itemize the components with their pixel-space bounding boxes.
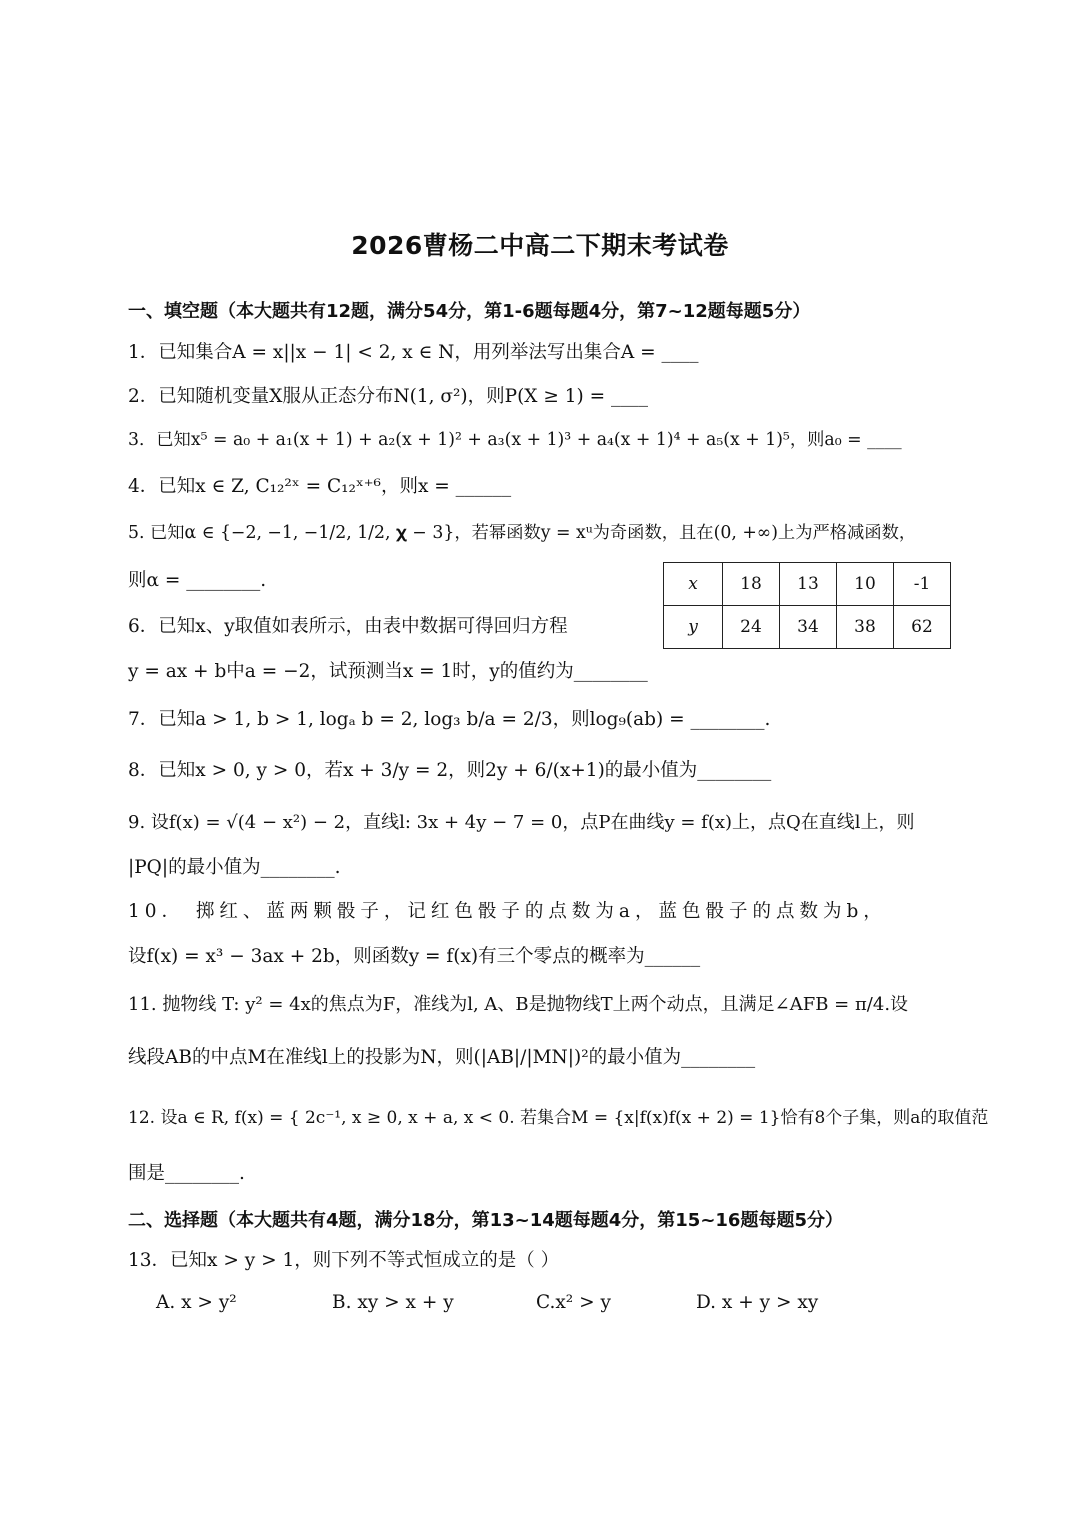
regression-data-table [663,562,951,649]
question-10-line-2: 设f(x) = x³ − 3ax + 2b，则函数y = f(x)有三个零点的概率为______ [128,946,701,967]
section-choice-header: 二、选择题（本大题共有4题，满分18分，第13~14题每题4分，第15~16题每题5分） [128,1210,843,1231]
question-11-line-1: 11. 抛物线 T: y² = 4x的焦点为F，准线为l, A、B是抛物线T上两个动点，且满足∠AFB = π/4.设 [128,994,909,1015]
table-cell: 38 [837,606,894,649]
question-3: 3．已知x⁵ = a₀ + a₁(x + 1) + a₂(x + 1)² + a₃(x + 1)³ + a₄(x + 1)⁴ + a₅(x + 1)⁵，则a₀ = ____ [128,430,902,450]
question-8: 8．已知x > 0, y > 0，若x + 3/y = 2，则2y + 6/(x+1)的最小值为________ [128,760,772,781]
table-cell: x [664,563,723,606]
table-cell: 18 [723,563,780,606]
table-cell: 24 [723,606,780,649]
table-cell: 34 [780,606,837,649]
question-11-line-2: 线段AB的中点M在准线l上的投影为N，则(|AB|/|MN|)²的最小值为________ [128,1047,756,1068]
exam-title: 2026曹杨二中高二下期末考试卷 [351,231,729,260]
table-cell: 62 [894,606,951,649]
section-fill-in-header: 一、填空题（本大题共有12题，满分54分，第1-6题每题4分，第7~12题每题5分） [128,301,811,322]
question-13: 13．已知x > y > 1，则下列不等式恒成立的是（ ） [128,1250,560,1271]
table-cell: -1 [894,563,951,606]
question-4: 4．已知x ∈ Z, C₁₂²ˣ = C₁₂ˣ⁺⁶，则x = ______ [128,476,512,497]
question-9-line-1: 9. 设f(x) = √(4 − x²) − 2，直线l: 3x + 4y − 7 = 0，点P在曲线y = f(x)上，点Q在直线l上，则 [128,812,915,833]
table-cell: y [664,606,723,649]
option-d: D. x + y > xy [696,1292,819,1313]
table-cell: 13 [780,563,837,606]
option-b: B. xy > x + y [332,1292,454,1313]
table-cell: 10 [837,563,894,606]
table-row-y [664,606,951,649]
question-2: 2．已知随机变量X服从正态分布N(1, σ²)，则P(X ≥ 1) = ____ [128,386,648,407]
question-9-line-2: |PQ|的最小值为________. [128,857,341,878]
option-a: A. x > y² [156,1292,237,1313]
question-1: 1．已知集合A = x||x − 1| < 2, x ∈ N，用列举法写出集合A = ____ [128,342,699,363]
question-5-line-2: 则α = ________. [128,570,267,591]
table-row-x [664,563,951,606]
question-12-line-1: 12. 设a ∈ R, f(x) = { 2c⁻¹, x ≥ 0, x + a, x < 0. 若集合M = {x|f(x)f(x + 2) = 1}恰有8个子集，则a的取值范 [128,1108,989,1128]
question-12-line-2: 围是________. [128,1163,245,1184]
question-10-line-1: 10． 掷红、蓝两颗骰子，记红色骰子的点数为a，蓝色骰子的点数为b， [128,901,887,922]
question-6-line-1: 6．已知x、y取值如表所示，由表中数据可得回归方程 [128,616,568,637]
option-c: C.x² > y [536,1292,611,1313]
question-6-line-2: y = ax + b中a = −2，试预测当x = 1时，y的值约为________ [128,661,648,682]
question-5-line-1: 5. 已知α ∈ {−2, −1, −1/2, 1/2, 𝛘 − 3}，若幂函数y = xᵘ为奇函数，且在(0, +∞)上为严格减函数， [128,523,917,543]
question-7: 7．已知a > 1, b > 1, logₐ b = 2, log₃ b/a = 2/3，则log₉(ab) = ________. [128,709,771,730]
